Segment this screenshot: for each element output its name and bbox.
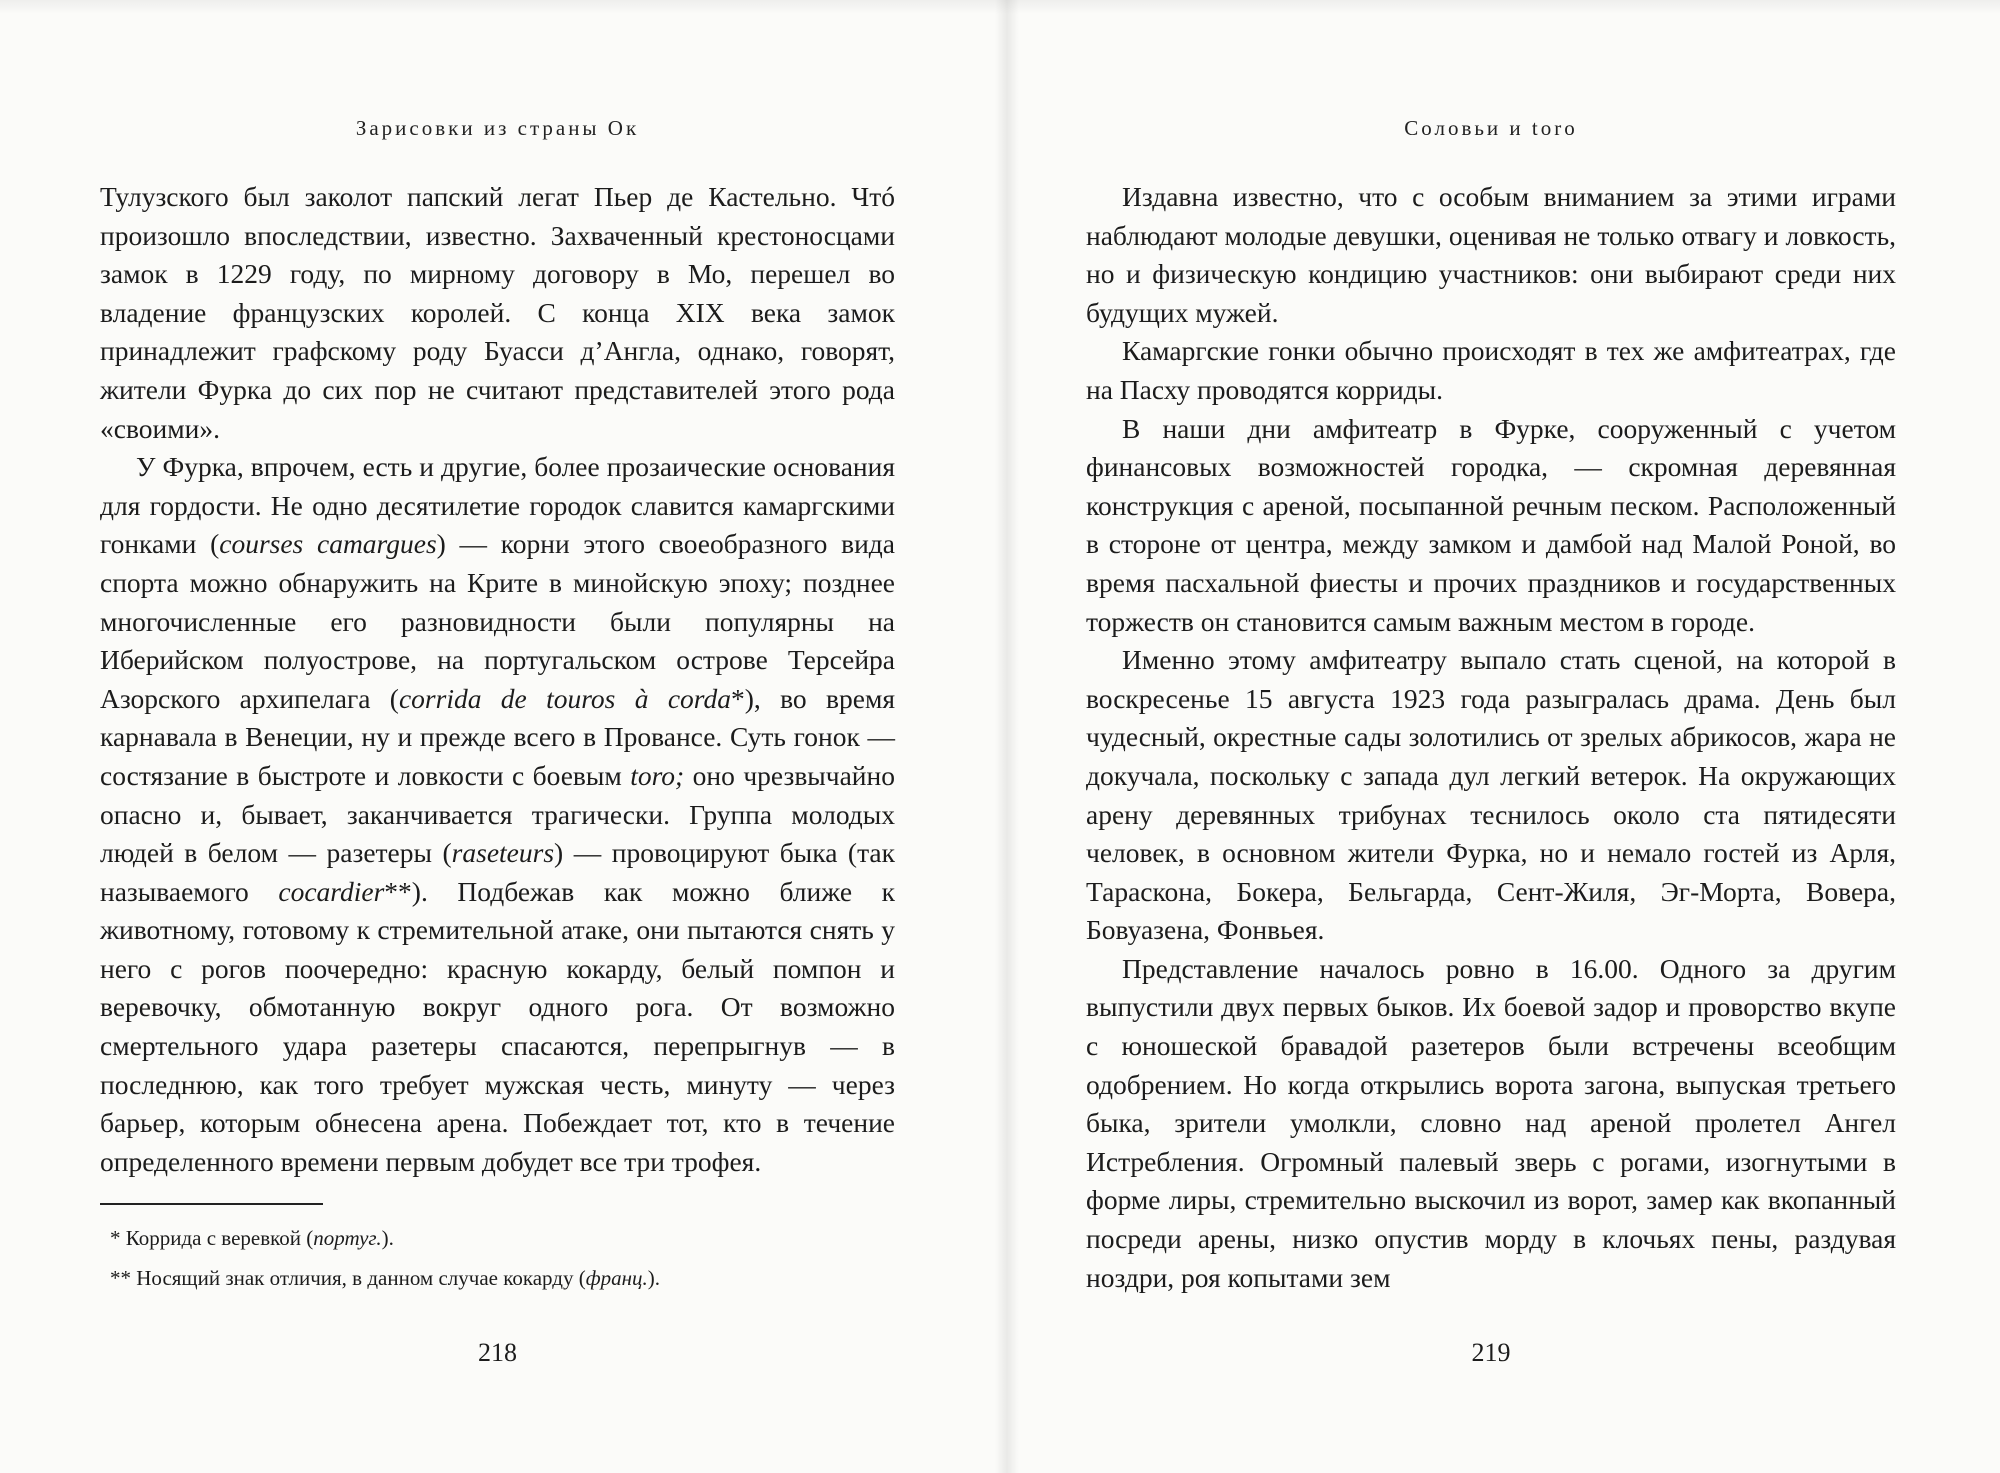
- text-run: **). Подбежав как можно ближе к животному, готовому к стремительной атаке, они пытаются снять у него с рогов поочередно: красную кокарду, белый помпон и веревочку, обмотанную вокруг одного рога. От возможно смертельного удара разетеры спасаются, перепрыгнув — в последнюю, как того требует мужская честь, минуту — через барьер, которым обнесена арена. Побеждает тот, кто в течение определенного времени первым добудет все три трофея.: [100, 875, 896, 1177]
- italic-text: raseteurs: [451, 837, 555, 869]
- text-run: ).: [381, 1226, 394, 1250]
- footnote: [100, 1218, 895, 1258]
- italic-text: франц.: [585, 1266, 648, 1290]
- text-run: Представление началось ровно в 16.00. Одного за другим выпустили двух первых быков. Их боевой задор и проворство вкупе с юношеской бравадой разетеров были встречены всеобщим одобрением. Но когда открылись ворота загона, выпуская третьего быка, зрители умолкли, словно над ареной пролетел Ангел Истребления. Огромный палевый зверь с рогами, изогнутыми в форме лиры, стремительно выскочил из ворот, замер как вкопанный посреди арены, низко опустив морду в клочьях пены, раздувая ноздри, роя копытами зем: [1086, 952, 1896, 1293]
- paragraph: [1086, 410, 1896, 642]
- text-run: ) — корни этого своеобразного вида спорта можно обнаружить на Крите в минойскую эпоху; позднее многочисленные его разновидности были популярны на Иберийском полуострове, на португальском острове Терсейра Азорского архипелага (: [100, 528, 895, 714]
- italic-text: corrida de touros à corda: [398, 682, 731, 714]
- left-page: [100, 0, 895, 1473]
- paragraph: [1086, 950, 1896, 1297]
- book-gutter: [995, 0, 1019, 1473]
- text-run: * Коррида с веревкой (: [110, 1226, 314, 1250]
- text-run: Именно этому амфитеатру выпало стать сценой, на которой в воскресенье 15 августа 1923 года разыгралась драма. День был чудесный, окрестные сады золотились от зрелых абрикосов, жара не докучала, поскольку с запада дул легкий ветерок. На окружающих арену деревянных трибунах теснилось около ста пятидесяти человек, в основном жители Фурка, но и немало гостей из Арля, Тараскона, Бокера, Бельгарда, Сент-Жиля, Эг-Морта, Вовера, Бовуазена, Фонвьея.: [1086, 644, 1896, 946]
- footnotes: [100, 1218, 895, 1298]
- italic-text: toro;: [630, 759, 685, 791]
- text-run: *), во время карнавала в Венеции, ну и прежде всего в Провансе. Суть гонок — состязание в быстроте и ловкости с боевым: [100, 682, 895, 791]
- text-run: ).: [647, 1266, 661, 1290]
- text-run: ) — провоцируют быка (так называемого: [100, 837, 895, 907]
- text-run: В наши дни амфитеатр в Фурке, сооруженный с учетом финансовых возможностей городка, — скромная деревянная конструкция с ареной, посыпанной речным песком. Расположенный в стороне от центра, между замком и дамбой над Малой Роной, во время пасхальной фиесты и прочих праздников и государственных торжеств он становится самым важным местом в городе.: [1086, 412, 1896, 637]
- running-head-right: Соловьи и toro: [1404, 116, 1578, 140]
- footnote: [100, 1258, 895, 1298]
- footnote-rule: [100, 1203, 323, 1205]
- paragraph: [1086, 332, 1896, 409]
- left-body-text: [100, 178, 895, 1181]
- italic-text: cocardier: [278, 875, 385, 907]
- paragraph: [1086, 641, 1896, 950]
- right-page: [1086, 0, 1896, 1473]
- text-run: У Фурка, впрочем, есть и другие, более прозаические основания для гордости. Не одно десятилетие городок славится камаргскими гонками (: [100, 451, 895, 560]
- right-body-text: [1086, 178, 1896, 1297]
- text-run: Камаргские гонки обычно происходят в тех же амфитеатрах, где на Пасху проводятся корриды.: [1086, 335, 1896, 405]
- page-number-left: 218: [478, 1338, 517, 1367]
- text-run: оно чрезвычайно опасно и, бывает, заканчивается трагически. Группа молодых людей в белом — разетеры (: [100, 759, 895, 869]
- paragraph: [1086, 178, 1896, 332]
- paragraph: [100, 448, 895, 1181]
- page-number-right: 219: [1471, 1338, 1511, 1367]
- text-run: ** Носящий знак отличия, в данном случае кокарду (: [110, 1266, 586, 1290]
- running-head-left: Зарисовки из страны Ок: [355, 116, 640, 140]
- text-run: Издавна известно, что с особым вниманием за этими играми наблюдают молодые девушки, оценивая не только отвагу и ловкость, но и физическую кондицию участников: они выбирают среди них будущих мужей.: [1086, 181, 1896, 328]
- italic-text: португ.: [313, 1226, 382, 1250]
- paragraph: [100, 178, 895, 448]
- text-run: Тулузского был заколот папский легат Пьер де Кастельно. Чтó произошло впоследствии, известно. Захваченный крестоносцами замок в 1229 году, по мирному договору в Мо, перешел во владение французских королей. С конца XIX века замок принадлежит графскому роду Буасси д’Англа, однако, говорят, жители Фурка до сих пор не считают представителей этого рода «своими».: [100, 181, 895, 444]
- italic-text: courses camargues: [219, 528, 437, 560]
